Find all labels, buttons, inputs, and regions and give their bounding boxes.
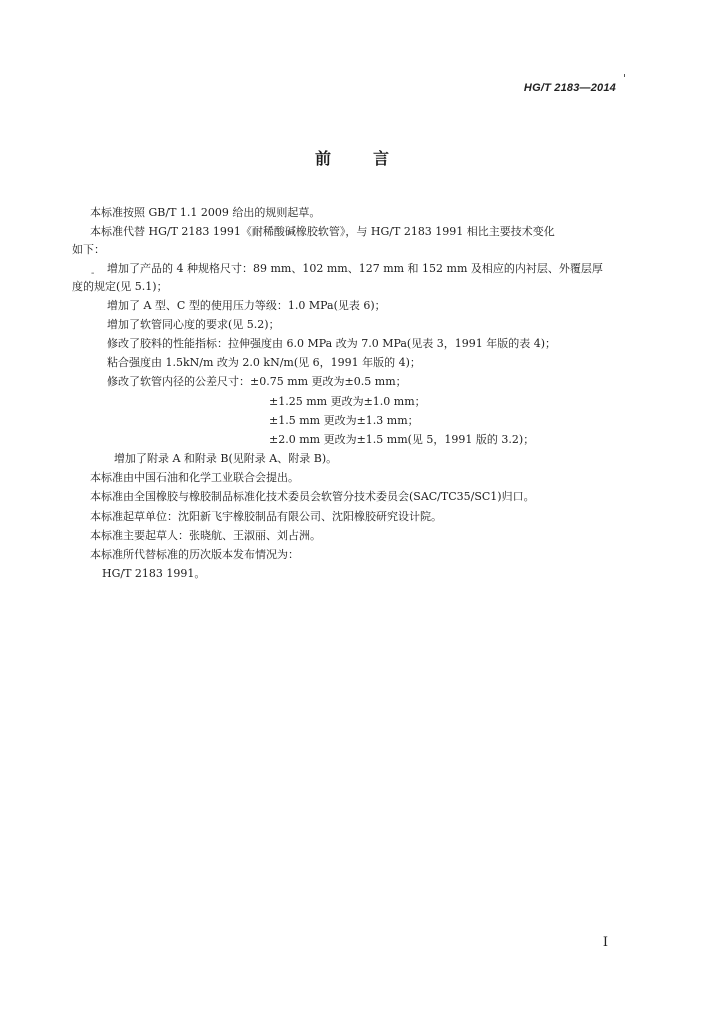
paragraph-history-version: HG/T 2183 1991。 — [102, 567, 206, 580]
paragraph-proposed-by: 本标准由中国石油和化学工业联合会提出。 — [90, 471, 299, 484]
change-item-sizes-cont: 度的规定(见 5.1)； — [72, 280, 168, 293]
change-item-concentricity: 增加了软管同心度的要求(见 5.2)； — [107, 318, 280, 331]
change-item-tolerance: 修改了软管内径的公差尺寸：±0.75 mm 更改为±0.5 mm； — [107, 375, 407, 388]
paragraph-replaces-cont: 如下： — [72, 243, 105, 256]
paragraph-drafting-units: 本标准起草单位：沈阳新飞宇橡胶制品有限公司、沈阳橡胶研究设计院。 — [90, 510, 442, 523]
paragraph-drafters: 本标准主要起草人：张晓航、王淑丽、刘占洲。 — [90, 529, 321, 542]
change-item-tensile: 修改了胶料的性能指标：拉伸强度由 6.0 MPa 改为 7.0 MPa(见表 3，1991 年版的表 4)； — [107, 337, 556, 350]
change-item-annex: 增加了附录 A 和附录 B(见附录 A、附录 B)。 — [114, 452, 338, 465]
page-title: 前言 — [314, 149, 431, 168]
list-marker: - — [91, 268, 95, 279]
change-item-adhesion: 粘合强度由 1.5kN/m 改为 2.0 kN/m(见 6，1991 年版的 4)； — [107, 356, 421, 369]
standard-number: HG/T 2183—2014 — [523, 82, 616, 94]
change-item-tolerance-4: ±2.0 mm 更改为±1.5 mm(见 5，1991 版的 3.2)； — [269, 433, 535, 446]
page-number: I — [602, 935, 608, 950]
paragraph-drafting-rules: 本标准按照 GB/T 1.1 2009 给出的规则起草。 — [90, 206, 321, 219]
change-item-tolerance-3: ±1.5 mm 更改为±1.3 mm； — [269, 414, 419, 427]
scan-mark — [624, 74, 625, 77]
change-item-pressure: 增加了 A 型、C 型的使用压力等级：1.0 MPa(见表 6)； — [107, 299, 386, 312]
change-item-sizes: 增加了产品的 4 种规格尺寸：89 mm、102 mm、127 mm 和 152 mm 及相应的内衬层、外覆层厚 — [107, 262, 603, 275]
paragraph-history: 本标准所代替标准的历次版本发布情况为： — [90, 548, 299, 561]
paragraph-replaces: 本标准代替 HG/T 2183 1991《耐稀酸碱橡胶软管》，与 HG/T 2183 1991 相比主要技术变化 — [90, 225, 555, 238]
paragraph-under-jurisdiction: 本标准由全国橡胶与橡胶制品标准化技术委员会软管分技术委员会(SAC/TC35/SC1)归口。 — [90, 490, 535, 503]
change-item-tolerance-2: ±1.25 mm 更改为±1.0 mm； — [269, 395, 426, 408]
